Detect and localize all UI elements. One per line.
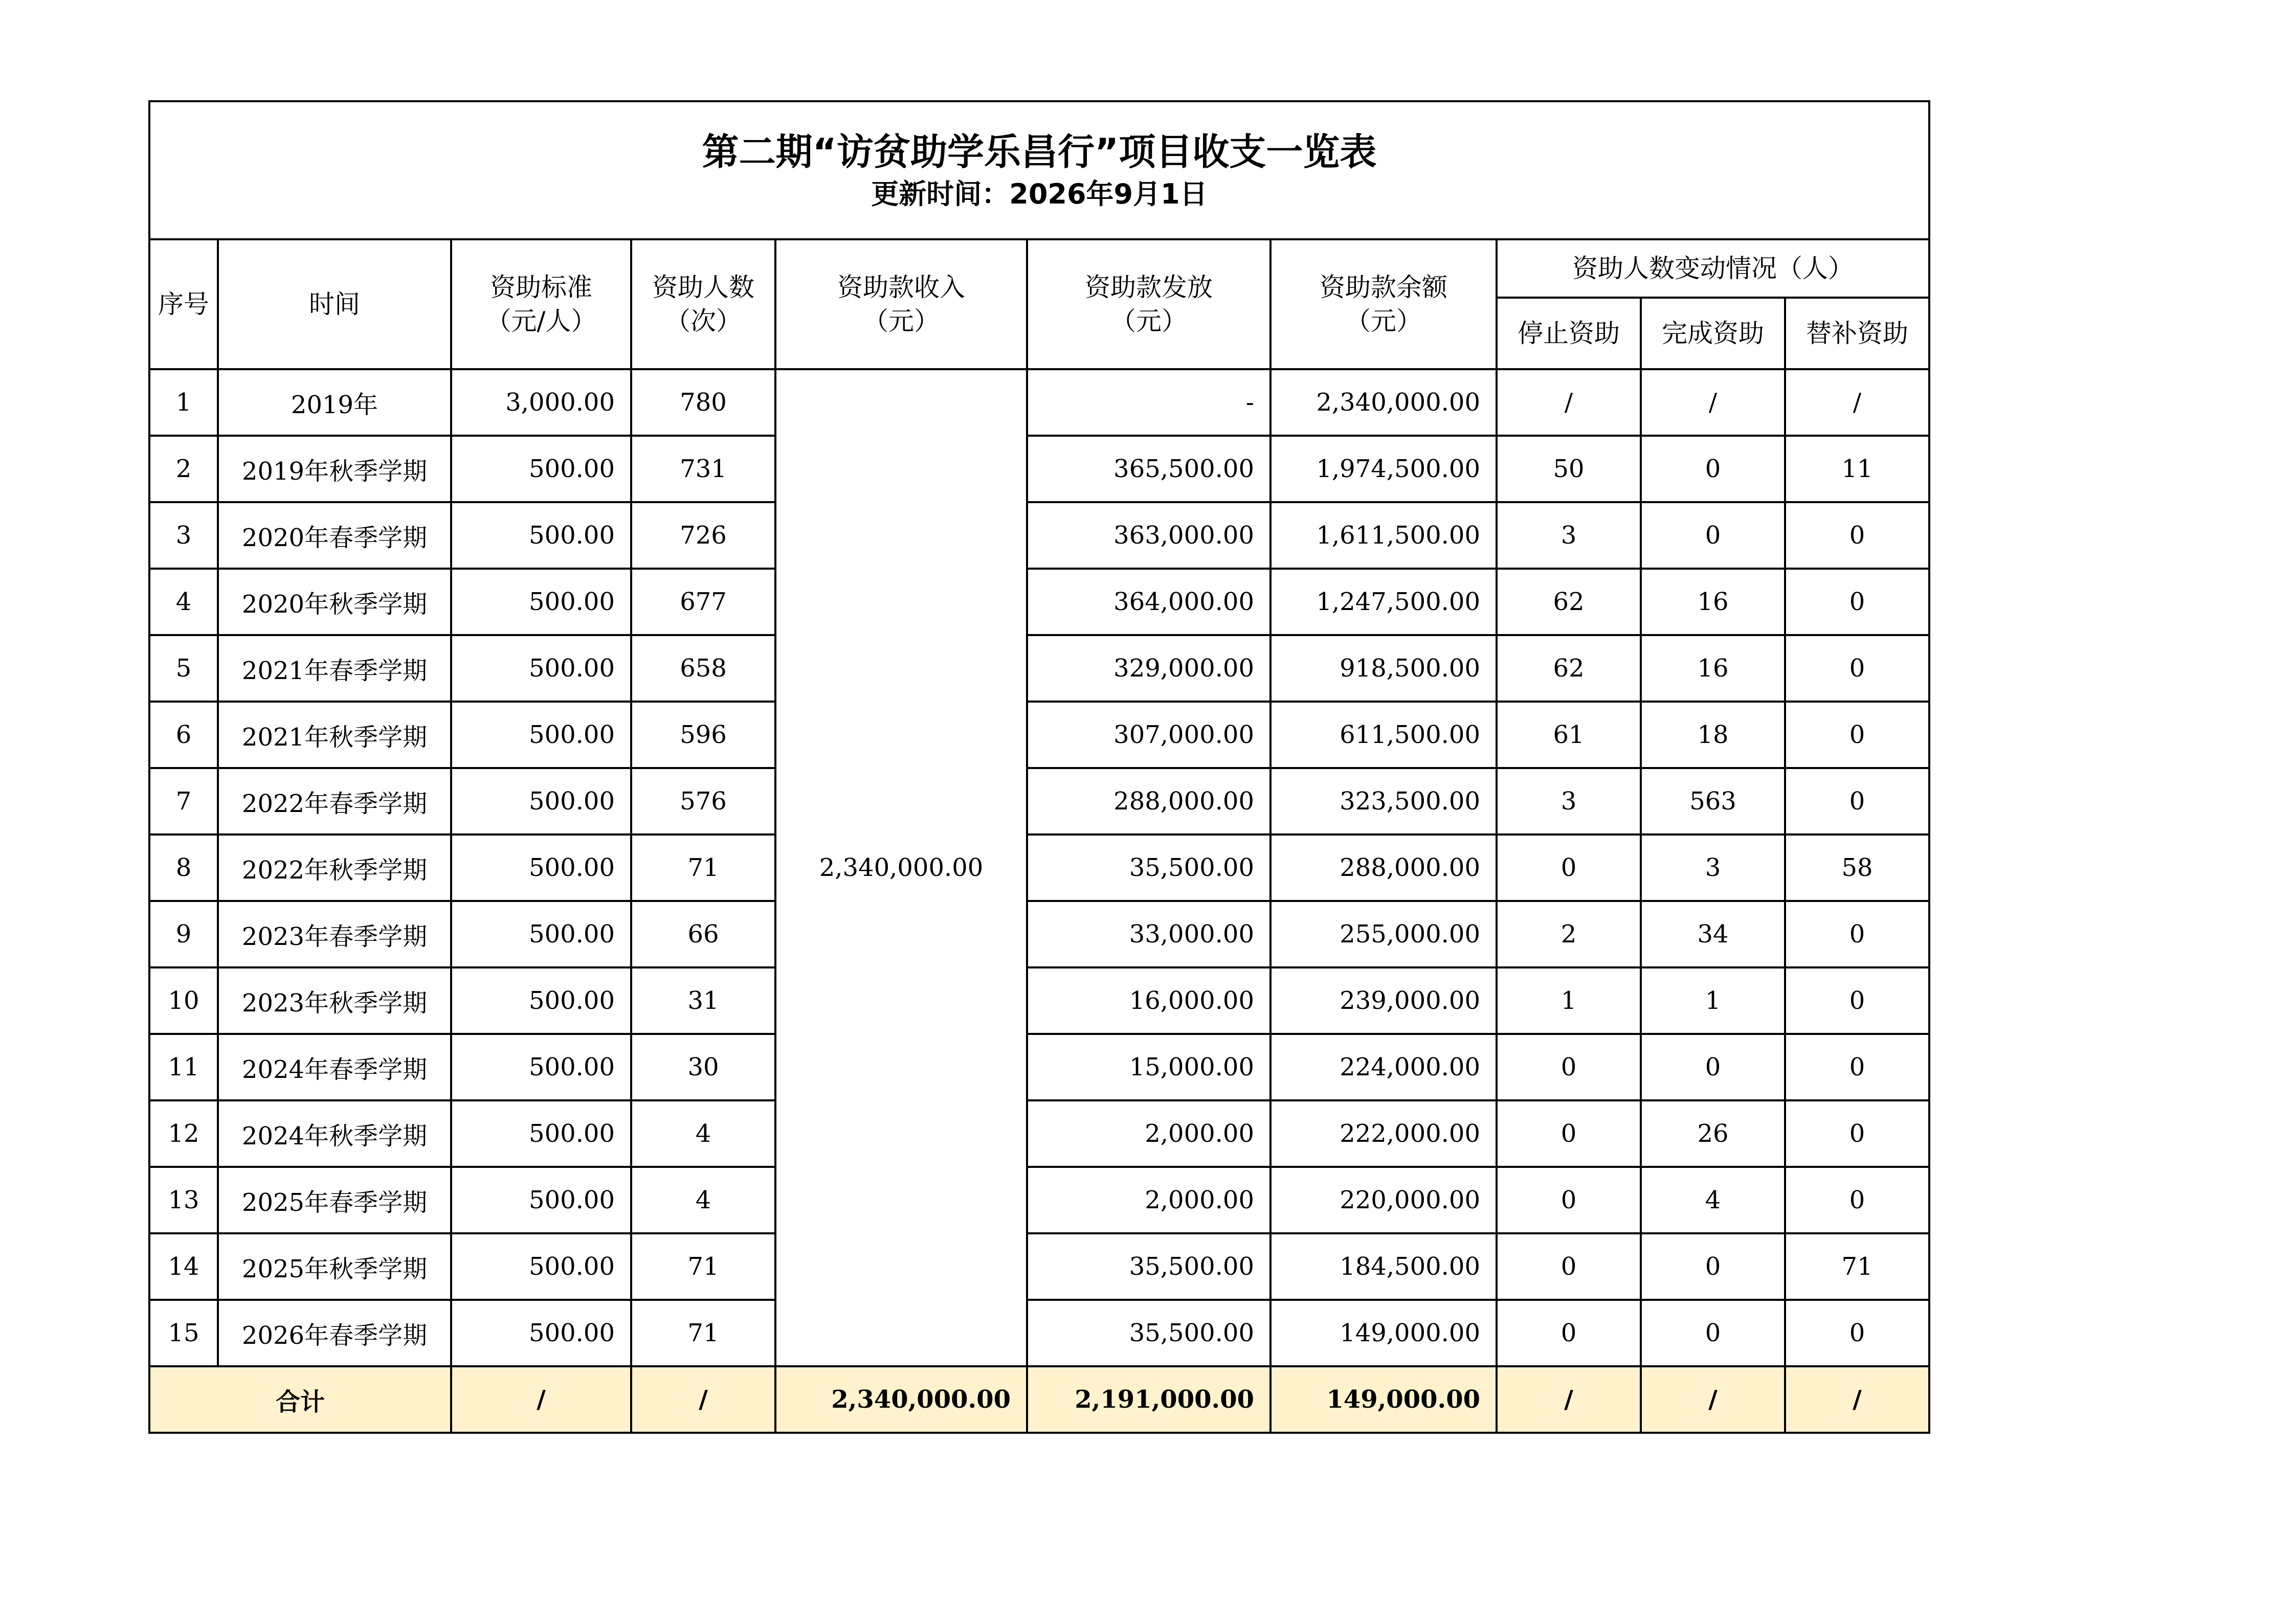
- total-completed: /: [1641, 1366, 1785, 1433]
- table-row: [149, 702, 1929, 768]
- header-row-top: [149, 239, 1929, 298]
- cell-balance: 149,000.00: [1270, 1300, 1497, 1366]
- cell-replaced: 0: [1785, 967, 1929, 1034]
- cell-payout: 364,000.00: [1027, 569, 1270, 635]
- cell-balance: 222,000.00: [1270, 1100, 1497, 1167]
- cell-completed: 0: [1641, 1300, 1785, 1366]
- header-stopped: 停止资助: [1497, 298, 1641, 369]
- cell-count: 71: [631, 1233, 775, 1300]
- cell-payout: 33,000.00: [1027, 901, 1270, 967]
- cell-seq: 8: [149, 834, 218, 901]
- cell-count: 31: [631, 967, 775, 1034]
- cell-completed: 34: [1641, 901, 1785, 967]
- cell-payout: 307,000.00: [1027, 702, 1270, 768]
- cell-balance: 323,500.00: [1270, 768, 1497, 834]
- cell-count: 677: [631, 569, 775, 635]
- cell-count: 731: [631, 436, 775, 502]
- cell-replaced: 58: [1785, 834, 1929, 901]
- cell-stopped: 0: [1497, 1034, 1641, 1100]
- cell-replaced: 0: [1785, 569, 1929, 635]
- cell-income-merged: 2,340,000.00: [775, 369, 1027, 1366]
- cell-seq: 11: [149, 1034, 218, 1100]
- cell-stopped: 0: [1497, 1300, 1641, 1366]
- header-balance: [1270, 239, 1497, 369]
- cell-standard: 500.00: [451, 702, 631, 768]
- cell-seq: 10: [149, 967, 218, 1034]
- table-row: [149, 1100, 1929, 1167]
- table-row: [149, 1300, 1929, 1366]
- cell-completed: 0: [1641, 502, 1785, 569]
- cell-completed: 4: [1641, 1167, 1785, 1233]
- cell-payout: 35,500.00: [1027, 1233, 1270, 1300]
- cell-balance: 239,000.00: [1270, 967, 1497, 1034]
- table-body: [149, 369, 1929, 1366]
- cell-replaced: 0: [1785, 702, 1929, 768]
- cell-count: 66: [631, 901, 775, 967]
- cell-balance: 2,340,000.00: [1270, 369, 1497, 436]
- cell-replaced: 0: [1785, 901, 1929, 967]
- table-row: [149, 436, 1929, 502]
- table-row: [149, 502, 1929, 569]
- cell-balance: 918,500.00: [1270, 635, 1497, 702]
- cell-count: 71: [631, 1300, 775, 1366]
- header-completed: 完成资助: [1641, 298, 1785, 369]
- header-income-line1: 资助款收入: [837, 273, 965, 302]
- cell-completed: 16: [1641, 635, 1785, 702]
- table-row: [149, 768, 1929, 834]
- cell-seq: 3: [149, 502, 218, 569]
- cell-time: 2022年春季学期: [218, 768, 451, 834]
- cell-stopped: 61: [1497, 702, 1641, 768]
- cell-payout: 288,000.00: [1027, 768, 1270, 834]
- cell-standard: 500.00: [451, 1300, 631, 1366]
- update-time: 更新时间：2026年9月1日: [871, 178, 1208, 210]
- cell-replaced: /: [1785, 369, 1929, 436]
- cell-standard: 500.00: [451, 1233, 631, 1300]
- header-payout-line1: 资助款发放: [1085, 273, 1213, 302]
- cell-count: 71: [631, 834, 775, 901]
- cell-completed: 0: [1641, 436, 1785, 502]
- total-income: 2,340,000.00: [775, 1366, 1027, 1433]
- cell-standard: 500.00: [451, 901, 631, 967]
- cell-stopped: 62: [1497, 569, 1641, 635]
- table-title: 第二期“访贫助学乐昌行”项目收支一览表: [702, 130, 1377, 173]
- total-balance: 149,000.00: [1270, 1366, 1497, 1433]
- funding-summary-table: [148, 100, 1930, 1434]
- cell-payout: 16,000.00: [1027, 967, 1270, 1034]
- cell-stopped: 2: [1497, 901, 1641, 967]
- total-standard: /: [451, 1366, 631, 1433]
- table-row: [149, 1233, 1929, 1300]
- cell-payout: -: [1027, 369, 1270, 436]
- header-time: 时间: [218, 239, 451, 369]
- cell-seq: 5: [149, 635, 218, 702]
- cell-replaced: 71: [1785, 1233, 1929, 1300]
- cell-stopped: 1: [1497, 967, 1641, 1034]
- cell-standard: 500.00: [451, 1034, 631, 1100]
- header-income: [775, 239, 1027, 369]
- cell-stopped: /: [1497, 369, 1641, 436]
- table-row: [149, 834, 1929, 901]
- total-count: /: [631, 1366, 775, 1433]
- cell-completed: 0: [1641, 1034, 1785, 1100]
- cell-stopped: 0: [1497, 834, 1641, 901]
- header-payout-line2: （元）: [1110, 306, 1187, 336]
- table-row: [149, 967, 1929, 1034]
- cell-payout: 35,500.00: [1027, 834, 1270, 901]
- cell-replaced: 0: [1785, 1034, 1929, 1100]
- cell-standard: 500.00: [451, 768, 631, 834]
- cell-time: 2022年秋季学期: [218, 834, 451, 901]
- cell-time: 2025年秋季学期: [218, 1233, 451, 1300]
- cell-time: 2021年秋季学期: [218, 702, 451, 768]
- header-standard-line2: （元/人）: [485, 306, 597, 336]
- cell-seq: 9: [149, 901, 218, 967]
- cell-time: 2020年春季学期: [218, 502, 451, 569]
- table-row: [149, 569, 1929, 635]
- cell-balance: 1,611,500.00: [1270, 502, 1497, 569]
- header-replaced: 替补资助: [1785, 298, 1929, 369]
- cell-payout: 363,000.00: [1027, 502, 1270, 569]
- cell-payout: 15,000.00: [1027, 1034, 1270, 1100]
- cell-time: 2021年春季学期: [218, 635, 451, 702]
- table-row: [149, 369, 1929, 436]
- title-cell: [149, 101, 1929, 239]
- cell-stopped: 3: [1497, 768, 1641, 834]
- cell-standard: 500.00: [451, 1167, 631, 1233]
- cell-completed: 26: [1641, 1100, 1785, 1167]
- header-seq: 序号: [149, 239, 218, 369]
- cell-time: 2020年秋季学期: [218, 569, 451, 635]
- cell-balance: 1,247,500.00: [1270, 569, 1497, 635]
- table-row: [149, 1167, 1929, 1233]
- cell-standard: 500.00: [451, 967, 631, 1034]
- cell-payout: 35,500.00: [1027, 1300, 1270, 1366]
- cell-seq: 4: [149, 569, 218, 635]
- cell-replaced: 0: [1785, 1167, 1929, 1233]
- cell-balance: 224,000.00: [1270, 1034, 1497, 1100]
- table-row: [149, 901, 1929, 967]
- cell-replaced: 11: [1785, 436, 1929, 502]
- cell-time: 2019年: [218, 369, 451, 436]
- cell-completed: 0: [1641, 1233, 1785, 1300]
- total-stopped: /: [1497, 1366, 1641, 1433]
- cell-standard: 3,000.00: [451, 369, 631, 436]
- cell-balance: 220,000.00: [1270, 1167, 1497, 1233]
- cell-count: 576: [631, 768, 775, 834]
- cell-standard: 500.00: [451, 834, 631, 901]
- cell-standard: 500.00: [451, 569, 631, 635]
- title-row: [149, 101, 1929, 239]
- cell-count: 4: [631, 1167, 775, 1233]
- cell-time: 2024年秋季学期: [218, 1100, 451, 1167]
- cell-completed: /: [1641, 369, 1785, 436]
- cell-count: 4: [631, 1100, 775, 1167]
- cell-stopped: 0: [1497, 1167, 1641, 1233]
- header-standard: [451, 239, 631, 369]
- header-change-group: 资助人数变动情况（人）: [1497, 239, 1929, 298]
- cell-time: 2023年春季学期: [218, 901, 451, 967]
- cell-completed: 16: [1641, 569, 1785, 635]
- header-balance-line1: 资助款余额: [1320, 273, 1447, 302]
- cell-stopped: 0: [1497, 1233, 1641, 1300]
- cell-completed: 3: [1641, 834, 1785, 901]
- cell-payout: 2,000.00: [1027, 1167, 1270, 1233]
- cell-seq: 7: [149, 768, 218, 834]
- header-count-line1: 资助人数: [652, 273, 754, 302]
- cell-time: 2024年春季学期: [218, 1034, 451, 1100]
- table-row: [149, 1034, 1929, 1100]
- cell-standard: 500.00: [451, 1100, 631, 1167]
- table-row: [149, 635, 1929, 702]
- cell-time: 2026年春季学期: [218, 1300, 451, 1366]
- cell-seq: 15: [149, 1300, 218, 1366]
- cell-replaced: 0: [1785, 502, 1929, 569]
- cell-count: 726: [631, 502, 775, 569]
- cell-balance: 288,000.00: [1270, 834, 1497, 901]
- total-replaced: /: [1785, 1366, 1929, 1433]
- total-row: [149, 1366, 1929, 1433]
- cell-standard: 500.00: [451, 635, 631, 702]
- cell-seq: 14: [149, 1233, 218, 1300]
- cell-stopped: 62: [1497, 635, 1641, 702]
- cell-completed: 1: [1641, 967, 1785, 1034]
- cell-completed: 563: [1641, 768, 1785, 834]
- cell-balance: 184,500.00: [1270, 1233, 1497, 1300]
- header-count-line2: （次）: [665, 306, 742, 336]
- cell-replaced: 0: [1785, 1100, 1929, 1167]
- cell-replaced: 0: [1785, 1300, 1929, 1366]
- cell-payout: 365,500.00: [1027, 436, 1270, 502]
- total-label: 合计: [149, 1366, 451, 1433]
- header-standard-line1: 资助标准: [490, 273, 592, 302]
- cell-seq: 13: [149, 1167, 218, 1233]
- cell-count: 780: [631, 369, 775, 436]
- cell-time: 2023年秋季学期: [218, 967, 451, 1034]
- cell-stopped: 3: [1497, 502, 1641, 569]
- cell-count: 658: [631, 635, 775, 702]
- header-payout: [1027, 239, 1270, 369]
- cell-time: 2025年春季学期: [218, 1167, 451, 1233]
- cell-standard: 500.00: [451, 436, 631, 502]
- cell-seq: 2: [149, 436, 218, 502]
- cell-completed: 18: [1641, 702, 1785, 768]
- cell-seq: 6: [149, 702, 218, 768]
- cell-payout: 2,000.00: [1027, 1100, 1270, 1167]
- total-payout: 2,191,000.00: [1027, 1366, 1270, 1433]
- cell-count: 30: [631, 1034, 775, 1100]
- header-income-line2: （元）: [863, 306, 940, 336]
- header-count: [631, 239, 775, 369]
- cell-balance: 611,500.00: [1270, 702, 1497, 768]
- cell-seq: 12: [149, 1100, 218, 1167]
- cell-stopped: 0: [1497, 1100, 1641, 1167]
- header-balance-line2: （元）: [1345, 306, 1422, 336]
- cell-replaced: 0: [1785, 768, 1929, 834]
- cell-replaced: 0: [1785, 635, 1929, 702]
- cell-standard: 500.00: [451, 502, 631, 569]
- cell-seq: 1: [149, 369, 218, 436]
- cell-stopped: 50: [1497, 436, 1641, 502]
- cell-payout: 329,000.00: [1027, 635, 1270, 702]
- cell-balance: 1,974,500.00: [1270, 436, 1497, 502]
- cell-balance: 255,000.00: [1270, 901, 1497, 967]
- cell-time: 2019年秋季学期: [218, 436, 451, 502]
- cell-count: 596: [631, 702, 775, 768]
